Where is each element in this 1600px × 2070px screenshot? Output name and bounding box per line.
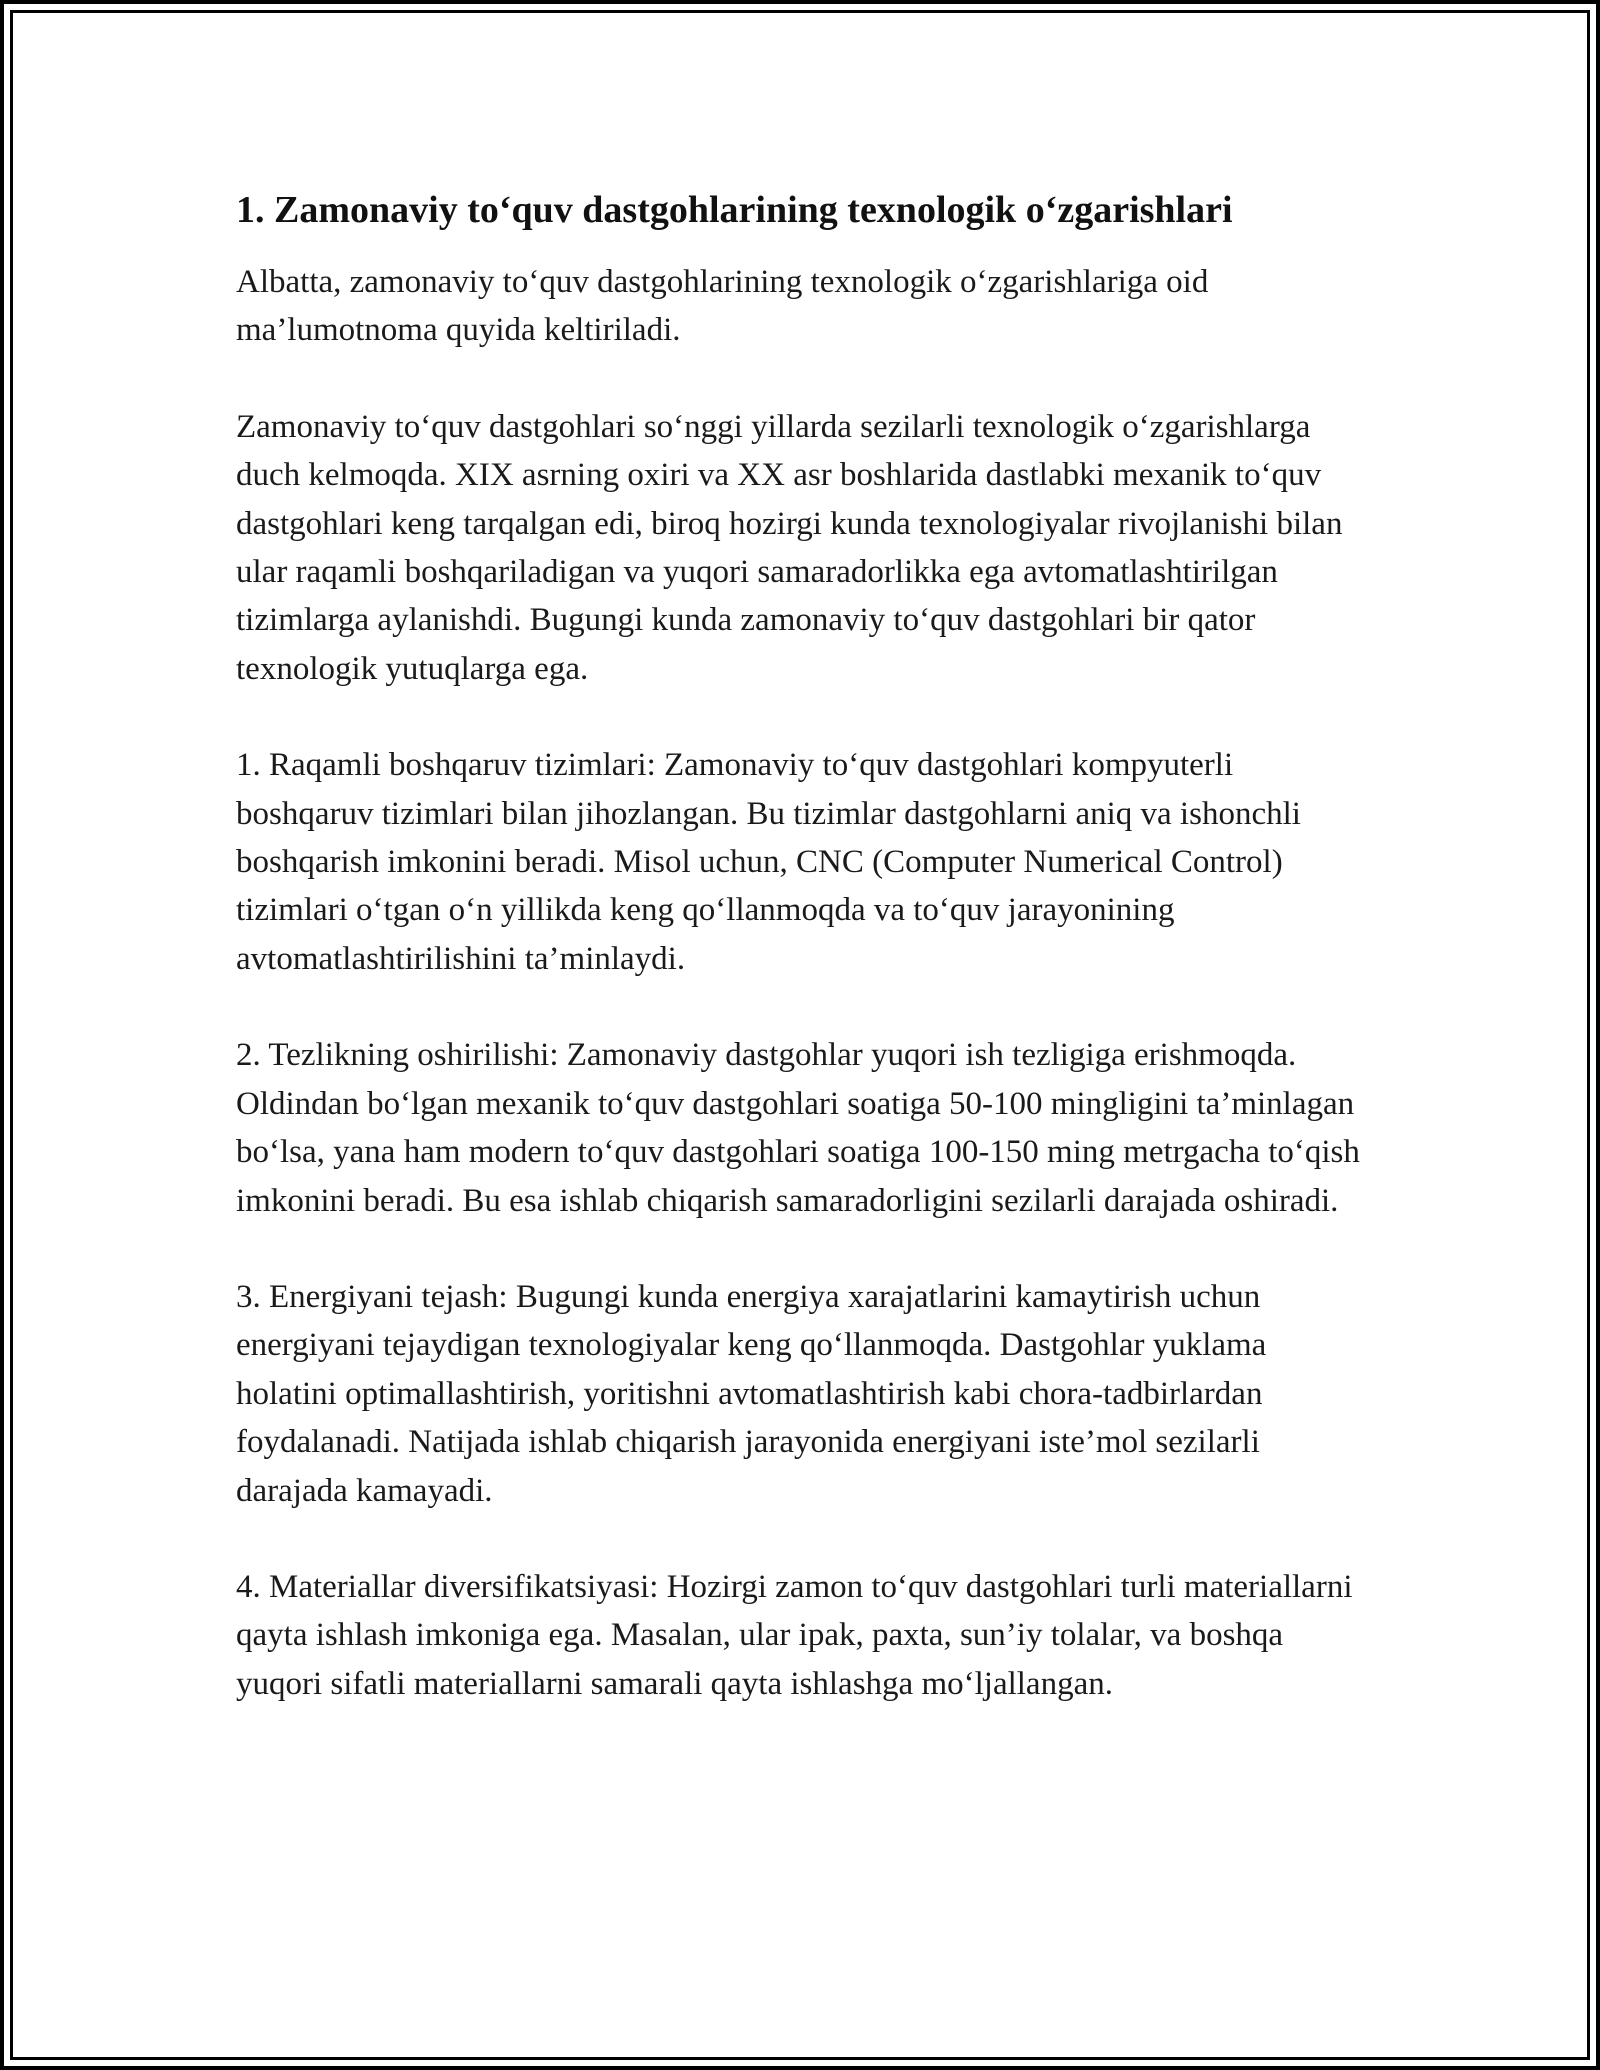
paragraph-overview: Zamonaviy to‘quv dastgohlari so‘nggi yillarda sezilarli texnologik o‘zgarishlarga duch kelmoqda. XIX asrning oxiri va XX asr boshlarida dastlabki mexanik to‘quv dastgohlari keng tarqalgan edi, biroq hozirgi kunda texnologiyalar rivojlanishi bilan ular raqamli boshqariladigan va yuqori samaradorlikka ega avtomatlashtirilgan tizimlarga aylanishdi. Bugungi kunda zamonaviy to‘quv dastgohlari bir qator texnologik yutuqlarga ega. xyxy=(236,408,1343,687)
document-title: 1. Zamonaviy to‘quv dastgohlarining texnologik o‘zgarishlari xyxy=(236,189,1233,231)
paragraph-materials: 4. Materiallar diversifikatsiyasi: Hozirgi zamon to‘quv dastgohlari turli materiallarni qayta ishlash imkoniga ega. Masalan, ular ipak, paxta, sun’iy tolalar, va boshqa yuqori sifatli materiallarni samarali qayta ishlashga mo‘ljallangan. xyxy=(236,1568,1353,1702)
document-body xyxy=(236,186,1364,1708)
paragraph-energy: 3. Energiyani tejash: Bugungi kunda energiya xarajatlarini kamaytirish uchun energiyani tejaydigan texnologiyalar keng qo‘llanmoqda. Dastgohlar yuklama holatini optimallashtirish, yoritishni avtomatlashtirish kabi chora-tadbirlardan foydalanadi. Natijada ishlab chiqarish jarayonida energiyani iste’mol sezilarli darajada kamayadi. xyxy=(236,1278,1267,1509)
paragraph-intro: Albatta, zamonaviy to‘quv dastgohlarining texnologik o‘zgarishlariga oid ma’lumotnoma quyida keltiriladi. xyxy=(236,264,1209,349)
paragraph-speed: 2. Tezlikning oshirilishi: Zamonaviy dastgohlar yuqori ish tezligiga erishmoqda. Oldindan bo‘lgan mexanik to‘quv dastgohlari soatiga 50-100 mingligini ta’minlagan bo‘lsa, yana ham modern to‘quv dastgohlari soatiga 100-150 ming metrgacha to‘qish imkonini beradi. Bu esa ishlab chiqarish samaradorligini sezilarli darajada oshiradi. xyxy=(236,1037,1360,1219)
paragraph-digital-control: 1. Raqamli boshqaruv tizimlari: Zamonaviy to‘quv dastgohlari kompyuterli boshqaruv tizimlari bilan jihozlangan. Bu tizimlar dastgohlarni aniq va ishonchli boshqarish imkonini beradi. Misol uchun, CNC (Computer Numerical Control) tizimlari o‘tgan o‘n yillikda keng qo‘llanmoqda va to‘quv jarayonining avtomatlashtirilishini ta’minlaydi. xyxy=(236,747,1301,977)
